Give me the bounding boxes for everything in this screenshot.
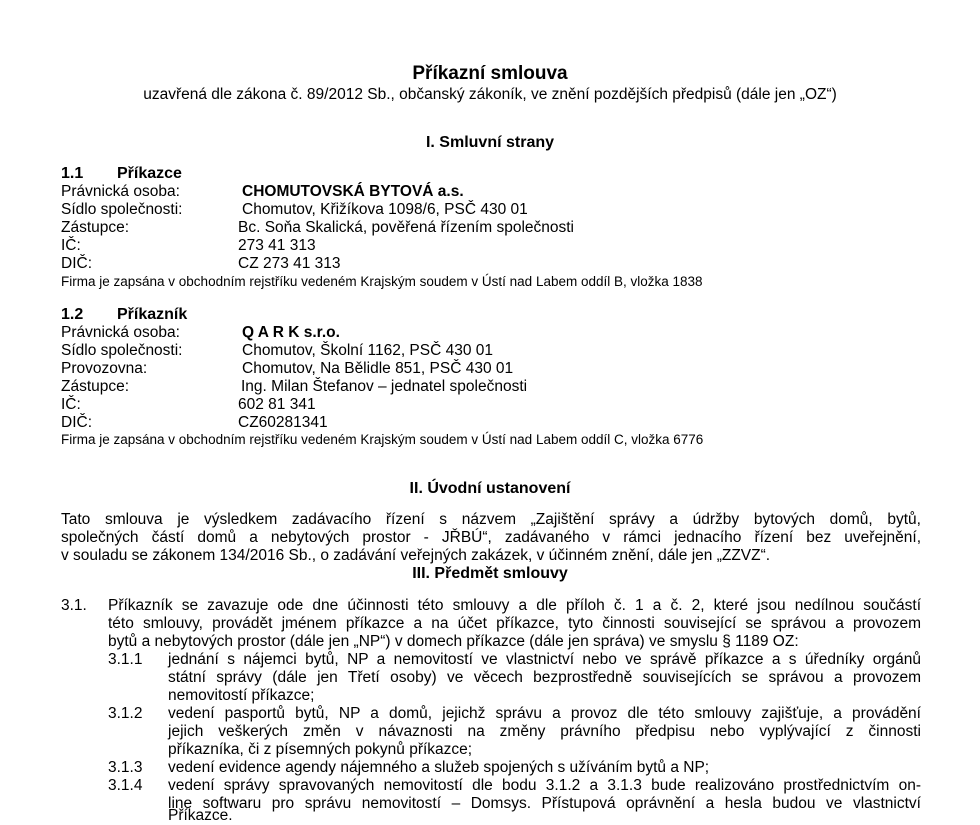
party1-rep-value: Bc. Soňa Skalická, pověřená řízením společnosti [238,219,575,236]
party2-number: 1.2 [61,306,84,323]
clause-3-1-number: 3.1. [61,597,87,614]
item-3-1-3-line-1: vedení evidence agendy nájemného a služeb spojených s užíváním bytů a NP; [168,759,710,776]
item-3-1-1-line-3: nemovitostí příkazce; [168,687,315,704]
item-3-1-4-number: 3.1.4 [108,777,143,794]
item-3-1-2-line-1: vedení pasportů bytů, NP a domů, jejichž správu a provoz dle této smlouvy zajišťuje, a provádění [168,705,921,722]
item-3-1-4-line-3: Příkazce. [168,807,233,824]
party2-registry: Firma je zapsána v obchodním rejstříku vedeném Krajským soudem v Ústí nad Labem oddíl C, vložka 6776 [61,432,704,447]
party1-seat-value: Chomutov, Křižíkova 1098/6, PSČ 430 01 [242,201,528,218]
party1-entity-value: CHOMUTOVSKÁ BYTOVÁ a.s. [242,183,464,200]
party2-entity-value: Q A R K s.r.o. [242,324,340,341]
party1-registry: Firma je zapsána v obchodním rejstříku vedeném Krajským soudem v Ústí nad Labem oddíl B, vložka 1838 [61,274,703,289]
section-2-line-2: společných částí domů a nebytových prostor - JŘBÚ“, zadávaného v rámci jednacího řízení bez uveřejnění, [61,529,921,546]
party1-ic-label: IČ: [61,237,81,254]
party2-ic-label: IČ: [61,396,81,413]
party2-ic-value: 602 81 341 [238,396,316,413]
party1-dic-label: DIČ: [61,255,92,272]
section-2-heading: II. Úvodní ustanovení [409,480,571,497]
item-3-1-4-line-1: vedení správy spravovaných nemovitostí dle bodu 3.1.2 a 3.1.3 bude realizováno prostřednictvím on- [168,777,921,794]
item-3-1-2-line-3: příkazníka, či z písemných pokynů příkazce; [168,741,473,758]
clause-3-1-line-1: Příkazník se zavazuje ode dne účinnosti této smlouvy a dle příloh č. 1 a č. 2, které jsou nedílnou součástí [108,597,921,614]
item-3-1-4-line-2: line softwaru pro správu nemovitostí – Domsys. Přístupová oprávnění a hesla budou ve vlastnictví [168,795,921,812]
party2-seat-label: Sídlo společnosti: [61,342,183,359]
party2-seat-value: Chomutov, Školní 1162, PSČ 430 01 [242,342,494,359]
item-3-1-2-line-2: jejich veškerých změn v návaznosti na změny právního předpisu nebo vyplývající z činnosti [168,723,921,740]
document-subtitle: uzavřená dle zákona č. 89/2012 Sb., občanský zákoník, ve znění pozdějších předpisů (dále jen „OZ“) [143,86,837,103]
item-3-1-3-number: 3.1.3 [108,759,143,776]
section-2-line-3: v souladu se zákonem 134/2016 Sb., o zadávání veřejných zakázek, v účinném znění, dále jen „ZZVZ“. [61,547,771,564]
party1-title: Příkazce [117,165,182,182]
document-title: Příkazní smlouva [412,63,568,84]
clause-3-1-line-2: této smlouvy, provádět jménem příkazce a na účet příkazce, tyto činnosti související se správou a provozem [108,615,921,632]
party1-number: 1.1 [61,165,84,182]
party2-rep-label: Zástupce: [61,378,130,395]
item-3-1-1-number: 3.1.1 [108,651,143,668]
item-3-1-1-line-1: jednání s nájemci bytů, NP a nemovitostí ve vlastnictví nebo ve správě příkazce a s úředníky orgánů [168,651,921,668]
party1-seat-label: Sídlo společnosti: [61,201,183,218]
party1-entity-label: Právnická osoba: [61,183,180,200]
party2-dic-label: DIČ: [61,414,92,431]
party2-rep-value: Ing. Milan Štefanov – jednatel společnosti [241,378,528,395]
item-3-1-1-line-2: státní správy (dále jen Třetí osoby) ve věcech bezprostředně souvisejících se správou a provozem [168,669,921,686]
section-2-line-1: Tato smlouva je výsledkem zadávacího řízení s názvem „Zajištění správy a údržby bytových domů, bytů, [61,511,921,528]
party1-ic-value: 273 41 313 [238,237,316,254]
party2-dic-value: CZ60281341 [238,414,328,431]
section-3-heading: III. Předmět smlouvy [412,565,568,582]
party2-premises-value: Chomutov, Na Bělidle 851, PSČ 430 01 [242,360,514,377]
item-3-1-2-number: 3.1.2 [108,705,143,722]
clause-3-1-line-3: bytů a nebytových prostor (dále jen „NP“) v domech příkazce (dále jen správa) ve smyslu § 1189 OZ: [108,633,799,650]
party1-rep-label: Zástupce: [61,219,130,236]
party2-title: Příkazník [117,306,188,323]
section-1-heading: I. Smluvní strany [425,134,555,151]
party1-dic-value: CZ 273 41 313 [238,255,341,272]
party2-entity-label: Právnická osoba: [61,324,180,341]
party2-premises-label: Provozovna: [61,360,148,377]
